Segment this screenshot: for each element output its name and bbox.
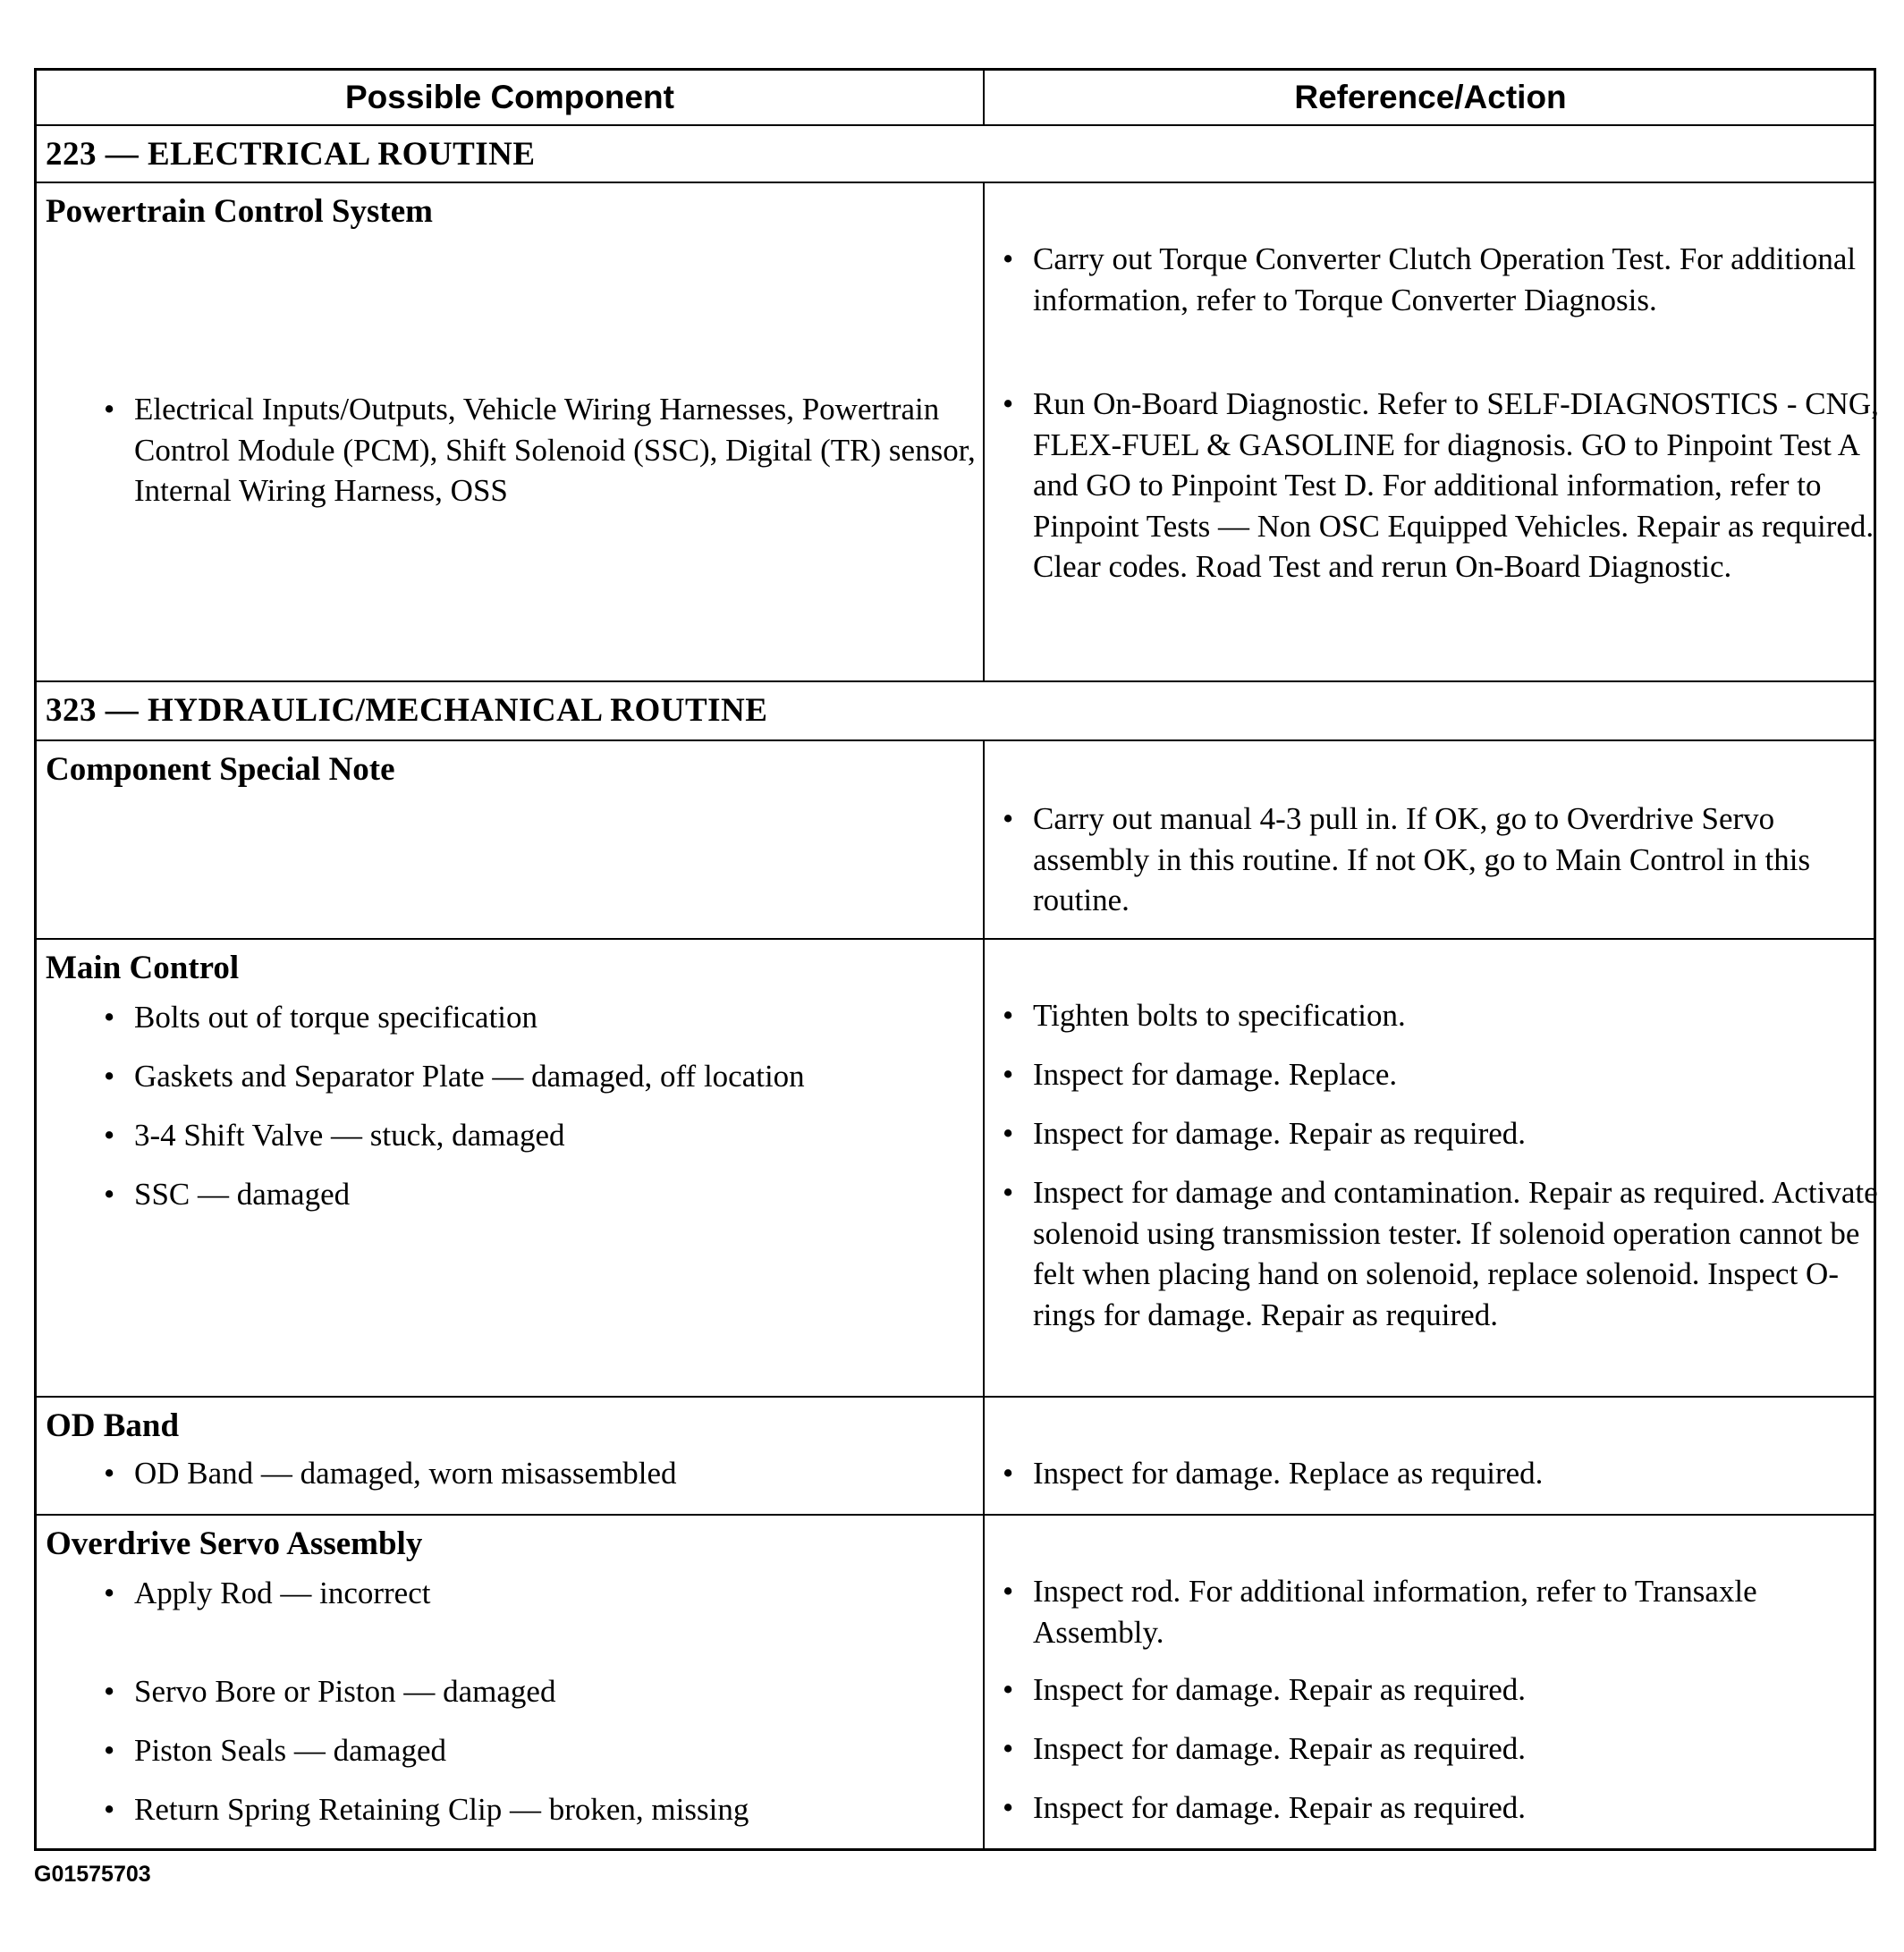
list-item: • Carry out manual 4-3 pull in. If OK, go to Overdrive Servo assembly in this routine. If not OK, go to Main Control in this routine. — [1003, 801, 1811, 917]
list-item: • OD Band — damaged, worn misassembled — [104, 1456, 677, 1491]
list-item: • Return Spring Retaining Clip — broken, missing — [104, 1792, 749, 1827]
list-item: • 3-4 Shift Valve — stuck, damaged — [104, 1118, 565, 1153]
column-header-action: Reference/Action — [1294, 79, 1567, 115]
list-item: • SSC — damaged — [104, 1177, 351, 1212]
column-header-component: Possible Component — [345, 79, 674, 115]
list-item: • Run On-Board Diagnostic. Refer to SELF-DIAGNOSTICS - CNG, FLEX-FUEL & GASOLINE for diagnosis. GO to Pinpoint Test A and GO to Pinpoint Test D. For additional information, refer to Pinpoint Tests — Non OSC Equipped Vehicles. Repair as required. Clear codes. Road Test and rerun On-Board Diagnostic. — [1003, 386, 1879, 584]
list-item: • Tighten bolts to specification. — [1003, 998, 1406, 1033]
group-title: Overdrive Servo Assembly — [46, 1525, 423, 1562]
list-item: • Bolts out of torque specification — [104, 1000, 538, 1035]
list-item: • Inspect for damage and contamination. Repair as required. Activate solenoid using transmission tester. If solenoid operation cannot be felt when placing hand on solenoid, replace solenoid. Inspect O-rings for damage. Repair as required. — [1003, 1175, 1878, 1332]
group-title: Powertrain Control System — [46, 193, 433, 230]
column-divider — [983, 739, 985, 1848]
list-item: • Piston Seals — damaged — [104, 1733, 446, 1768]
group-title: OD Band — [46, 1407, 180, 1444]
routine-title: 323 — HYDRAULIC/MECHANICAL ROUTINE — [46, 692, 768, 729]
list-item: • Apply Rod — incorrect — [104, 1576, 431, 1610]
list-item: • Gaskets and Separator Plate — damaged, off location — [104, 1059, 805, 1094]
list-item: • Carry out Torque Converter Clutch Operation Test. For additional information, refer to Torque Converter Diagnosis. — [1003, 241, 1857, 317]
list-item: • Inspect for damage. Replace. — [1003, 1057, 1398, 1092]
list-item: • Inspect for damage. Repair as required. — [1003, 1672, 1527, 1707]
row-divider — [37, 1396, 1874, 1398]
list-item: • Electrical Inputs/Outputs, Vehicle Wiring Harnesses, Powertrain Control Module (PCM), Shift Solenoid (SSC), Digital (TR) sensor, Internal Wiring Harness, OSS — [104, 392, 976, 508]
row-divider — [37, 938, 1874, 940]
routine-title: 223 — ELECTRICAL ROUTINE — [46, 136, 536, 173]
diagnosis-table — [34, 68, 1879, 1851]
list-item: • Inspect for damage. Repair as required. — [1003, 1731, 1527, 1766]
row-divider — [37, 182, 1874, 183]
group-title: Main Control — [46, 950, 240, 986]
row-divider — [37, 1514, 1874, 1516]
row-divider — [37, 124, 1874, 126]
row-divider — [37, 680, 1874, 682]
column-divider — [983, 182, 985, 680]
group-title: Component Special Note — [46, 751, 395, 788]
list-item: • Inspect rod. For additional information, refer to Transaxle Assembly. — [1003, 1574, 1757, 1650]
row-divider — [37, 739, 1874, 741]
list-item: • Inspect for damage. Replace as required. — [1003, 1456, 1544, 1491]
list-item: • Inspect for damage. Repair as required. — [1003, 1116, 1527, 1151]
list-item: • Servo Bore or Piston — damaged — [104, 1674, 556, 1709]
figure-id: G01575703 — [34, 1862, 151, 1887]
list-item: • Inspect for damage. Repair as required. — [1003, 1790, 1527, 1825]
